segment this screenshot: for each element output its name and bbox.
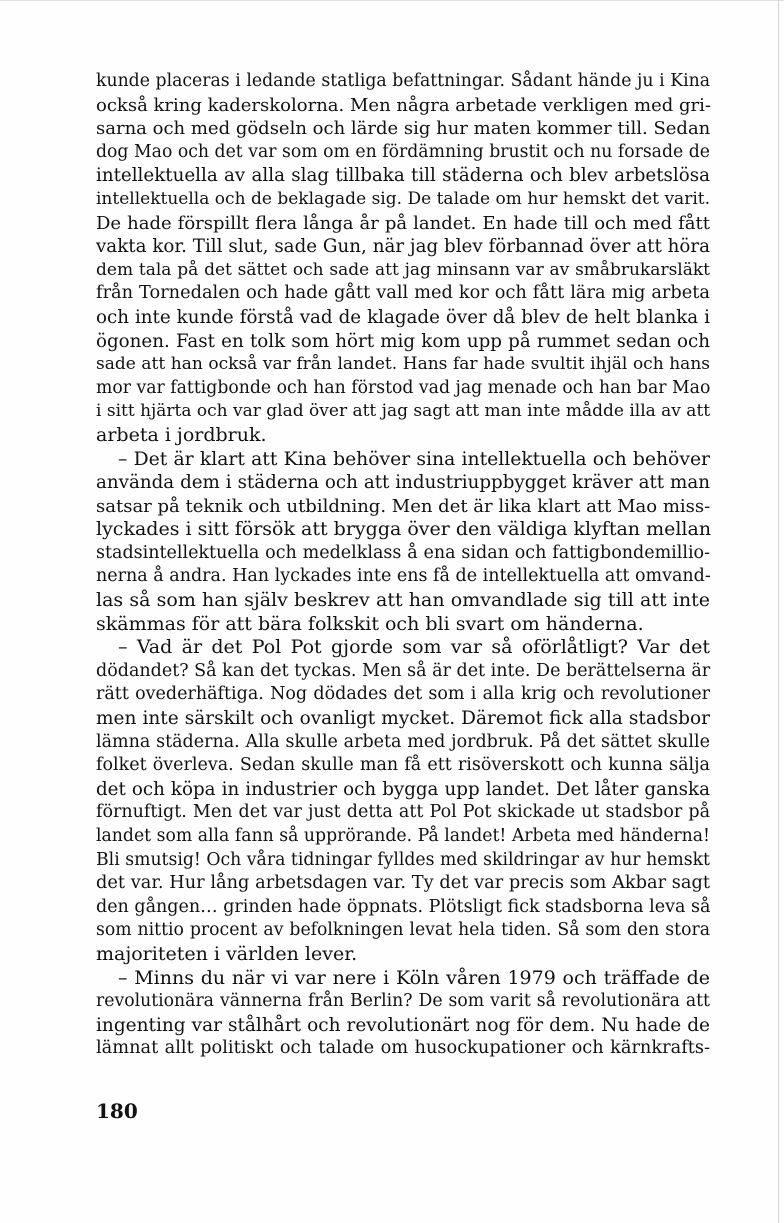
text-line: landet som alla fann så upprörande. På landet! Arbeta med händerna! bbox=[96, 826, 710, 846]
text-line: kunde placeras i ledande statliga befattningar. Sådant hände ju i Kina bbox=[96, 71, 710, 91]
text-line: i sitt hjärta och var glad över att jag sagt att man inte mådde illa av att bbox=[96, 401, 711, 422]
page-top-edge bbox=[0, 0, 784, 1]
text-line: den gången… grinden hade öppnats. Plötsligt fick stadsborna leva så bbox=[96, 896, 711, 917]
text-line: dem tala på det sättet och sade att jag minsann var av småbrukarsläkt bbox=[96, 259, 710, 280]
text-line: nerna å andra. Han lyckades inte ens få de intellektuella att omvand- bbox=[96, 566, 711, 587]
text-line: Bli smutsig! Och våra tidningar fylldes med skildringar av hur hemskt bbox=[96, 849, 710, 870]
text-line: förnuftigt. Men det var just detta att Pol Pot skickade ut stadsbor på bbox=[96, 802, 710, 823]
text-line: ingenting var stålhårt och revolutionärt nog för dem. Nu hade de bbox=[96, 1014, 710, 1036]
page-right-edge bbox=[778, 0, 779, 1223]
text-line: rätt ovederhäftiga. Nog dödades det som i alla krig och revolutioner bbox=[96, 684, 710, 705]
text-line: stadsintellektuella och medelklass å ena sidan och fattigbondemillio- bbox=[96, 542, 710, 563]
text-line: det och köpa in industrier och bygga upp landet. Det låter ganska bbox=[96, 778, 710, 800]
text-line: det var. Hur lång arbetsdagen var. Ty det var precis som Akbar sagt bbox=[96, 873, 710, 894]
text-line: revolutionära vännerna från Berlin? De som varit så revolutionära att bbox=[96, 991, 710, 1012]
text-line: las så som han själv beskrev att han omvandlade sig till att inte bbox=[96, 589, 710, 612]
text-line: ögonen. Fast en tolk som hört mig kom upp på rummet sedan och bbox=[96, 330, 710, 352]
text-line: lämnat allt politiskt och talade om husockupationer och kärnkrafts- bbox=[96, 1038, 710, 1059]
paragraph-first-line: – Det är klart att Kina behöver sina intellektuella och behöver bbox=[118, 448, 710, 470]
paragraph-first-line: – Vad är det Pol Pot gjorde som var så oförlåtligt? Var det bbox=[118, 636, 710, 659]
text-line: De hade förspillt flera långa år på landet. En hade till och med fått bbox=[96, 212, 710, 234]
text-line: lyckades i sitt försök att brygga över den väldiga klyftan mellan bbox=[96, 518, 712, 541]
text-line: som nittio procent av befolkningen levat hela tiden. Så som den stora bbox=[96, 920, 710, 941]
text-line: folket överleva. Sedan skulle man få ett risöverskott och kunna sälja bbox=[96, 755, 710, 776]
text-line: men inte särskilt och ovanligt mycket. Däremot fick alla stadsbor bbox=[96, 708, 710, 730]
text-line: arbeta i jordbruk. bbox=[96, 423, 267, 446]
text-line: använda dem i städerna och att industriuppbygget kräver att man bbox=[96, 472, 710, 494]
text-line: intellektuella och de beklagade sig. De talade om hur hemskt det varit. bbox=[96, 188, 710, 209]
text-line: dog Mao och det var som om en fördämning brustit och nu forsade de bbox=[96, 141, 710, 162]
text-line: mor var fattigbonde och han förstod vad jag menade och han bar Mao bbox=[96, 377, 711, 398]
text-line: skämmas för att bära folkskit och bli svart om händerna. bbox=[96, 612, 644, 635]
text-line: och inte kunde förstå vad de klagade över då blev de helt blanka i bbox=[96, 306, 710, 328]
text-line: satsar på teknik och utbildning. Men det är lika klart att Mao miss- bbox=[96, 495, 711, 517]
text-line: sade att han också var från landet. Hans far hade svultit ihjäl och hans bbox=[96, 354, 710, 375]
body-text bbox=[96, 70, 710, 1061]
text-line: sarna och med gödseln och lärde sig hur maten kommer till. Sedan bbox=[96, 118, 711, 140]
page-number: 180 bbox=[96, 1099, 138, 1123]
text-line: också kring kaderskolorna. Men några arbetade verkligen med gri- bbox=[96, 94, 711, 116]
text-line: intellektuella av alla slag tillbaka till städerna och blev arbetslösa bbox=[96, 165, 710, 187]
text-line: lämna städerna. Alla skulle arbeta med jordbruk. På det sättet skulle bbox=[96, 731, 710, 752]
text-line: majoriteten i världen lever. bbox=[96, 942, 358, 965]
text-line: dödandet? Så kan det tyckas. Men så är det inte. De berättelserna är bbox=[96, 660, 711, 681]
paragraph-first-line: – Minns du när vi var nere i Köln våren 1979 och träffade de bbox=[118, 966, 710, 989]
text-line: från Tornedalen och hade gått vall med kor och fått lära mig arbeta bbox=[96, 283, 710, 304]
text-line: vakta kor. Till slut, sade Gun, när jag blev förbannad över att höra bbox=[96, 236, 710, 258]
